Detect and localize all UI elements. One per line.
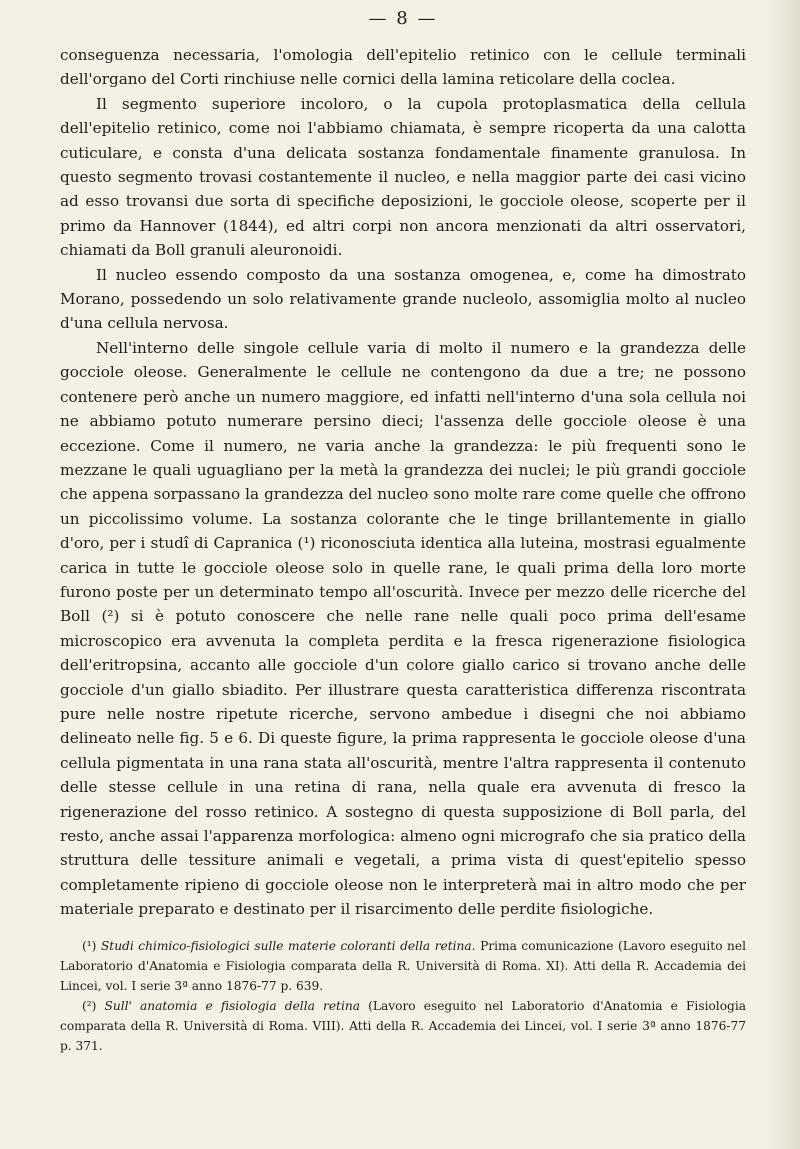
paragraph: Nell'interno delle singole cellule varia di molto il numero e la grandezza delle gocciole oleose. Generalmente le cellule ne contengono da due a tre; ne possono contenere però anche un numero maggiore, ed infatti nell'interno d'una sola cellula noi ne abbiamo potuto numerare persino dieci; l'assenza delle gocciole oleose è una eccezione. Come il numero, ne varia anche la grandezza: le più frequenti sono le mezzane le quali uguagliano per la metà la grandezza dei nuclei; le più grandi gocciole che appena sorpassano la grandezza del nucleo sono molte rare come quelle che offrono un piccolissimo volume. La sostanza colorante che le tinge brillantemente in giallo d'oro, per i studî di Capranica (¹) riconosciuta identica alla luteina, mostrasi egualmente carica in tutte le gocciole oleose solo in quelle rane, le quali prima della loro morte furono poste per un determinato tempo all'oscurità. Invece per mezzo delle ricerche del Boll (²) si è potuto conoscere che nelle rane nelle quali poco prima dell'esame microscopico era avvenuta la completa perdita e la fresca rigenerazione fisiologica dell'eritropsina, accanto alle gocciole d'un colore giallo carico si trovano anche delle gocciole d'un giallo sbiadito. Per illustrare questa caratteristica differenza riscontrata pure nelle nostre ripetute ricerche, servono ambedue i disegni che noi abbiamo delineato nelle fig. 5 e 6. Di queste figure, la prima rappresenta le gocciole oleose d'una cellula pigmentata in una rana stata all'oscurità, mentre l'altra rappresenta il contenuto delle stesse cellule in una retina di rana, nella quale era avvenuta di fresco la rigenerazione del rosso retinico. A sostegno di questa supposizione di Boll parla, del resto, anche assai l'apparenza morfologica: almeno ogni micrografo che sia pratico della struttura delle tessiture animali e vegetali, a prima vista di quest'epitelio spesso completamente ripieno di gocciole oleose non le interpreterà mai in altro modo che per materiale preparato e destinato per il risarcimento delle perdite fisiologiche. (60, 338, 746, 919)
footnote-mark: (¹) (82, 938, 97, 953)
footnote-text: (Lavoro eseguito nel Laboratorio d'Anatomia e Fisiologia comparata della R. Università di Roma. VIII). Atti della R. Accademia dei Lincei, vol. I serie 3ª anno 1876-77 p. 371. (60, 998, 747, 1053)
footnote (60, 936, 746, 996)
paragraph: conseguenza necessaria, l'omologia dell'epitelio retinico con le cellule terminali dell'organo del Corti rinchiuse nelle cornici della lamina reticolare della coclea. (60, 46, 746, 89)
paragraph: Il nucleo essendo composto da una sostanza omogenea, e, come ha dimostrato Morano, possedendo un solo relativamente grande nucleolo, assomiglia molto al nucleo d'una cellula nervosa. (60, 265, 746, 333)
book-page (60, 8, 746, 1056)
page-edge-shadow (766, 0, 800, 1149)
footnotes (60, 936, 746, 1056)
footnote-mark: (²) (82, 998, 97, 1013)
footnote-title: Studi chimico-fisiologici sulle materie coloranti della retina. (100, 938, 476, 953)
page-number: — 8 — (368, 8, 438, 29)
paragraph: Il segmento superiore incoloro, o la cupola protoplasmatica della cellula dell'epitelio retinico, come noi l'abbiamo chiamata, è sempre ricoperta da una calotta cuticulare, e consta d'una delicata sostanza fondamentale finamente granulosa. In questo segmento trovasi costantemente il nucleo, e nella maggior parte dei casi vicino ad esso trovansi due sorta di specifiche deposizioni, le gocciole oleose, scoperte per il primo da Hannover (1844), ed altri corpi non ancora menzionati da altri osservatori, chiamati da Boll granuli aleuronoidi. (60, 94, 746, 260)
footnote-title: Sull' anatomia e fisiologia della retina (104, 998, 360, 1013)
body-text (60, 43, 746, 922)
footnote (60, 996, 746, 1056)
footnote-text: Prima comunicazione (Lavoro eseguito nel Laboratorio d'Anatomia e Fisiologia comparata della R. Università di Roma. XI). Atti della R. Accademia dei Lincei, vol. I serie 3ª anno 1876-77 p. 639. (60, 938, 747, 993)
